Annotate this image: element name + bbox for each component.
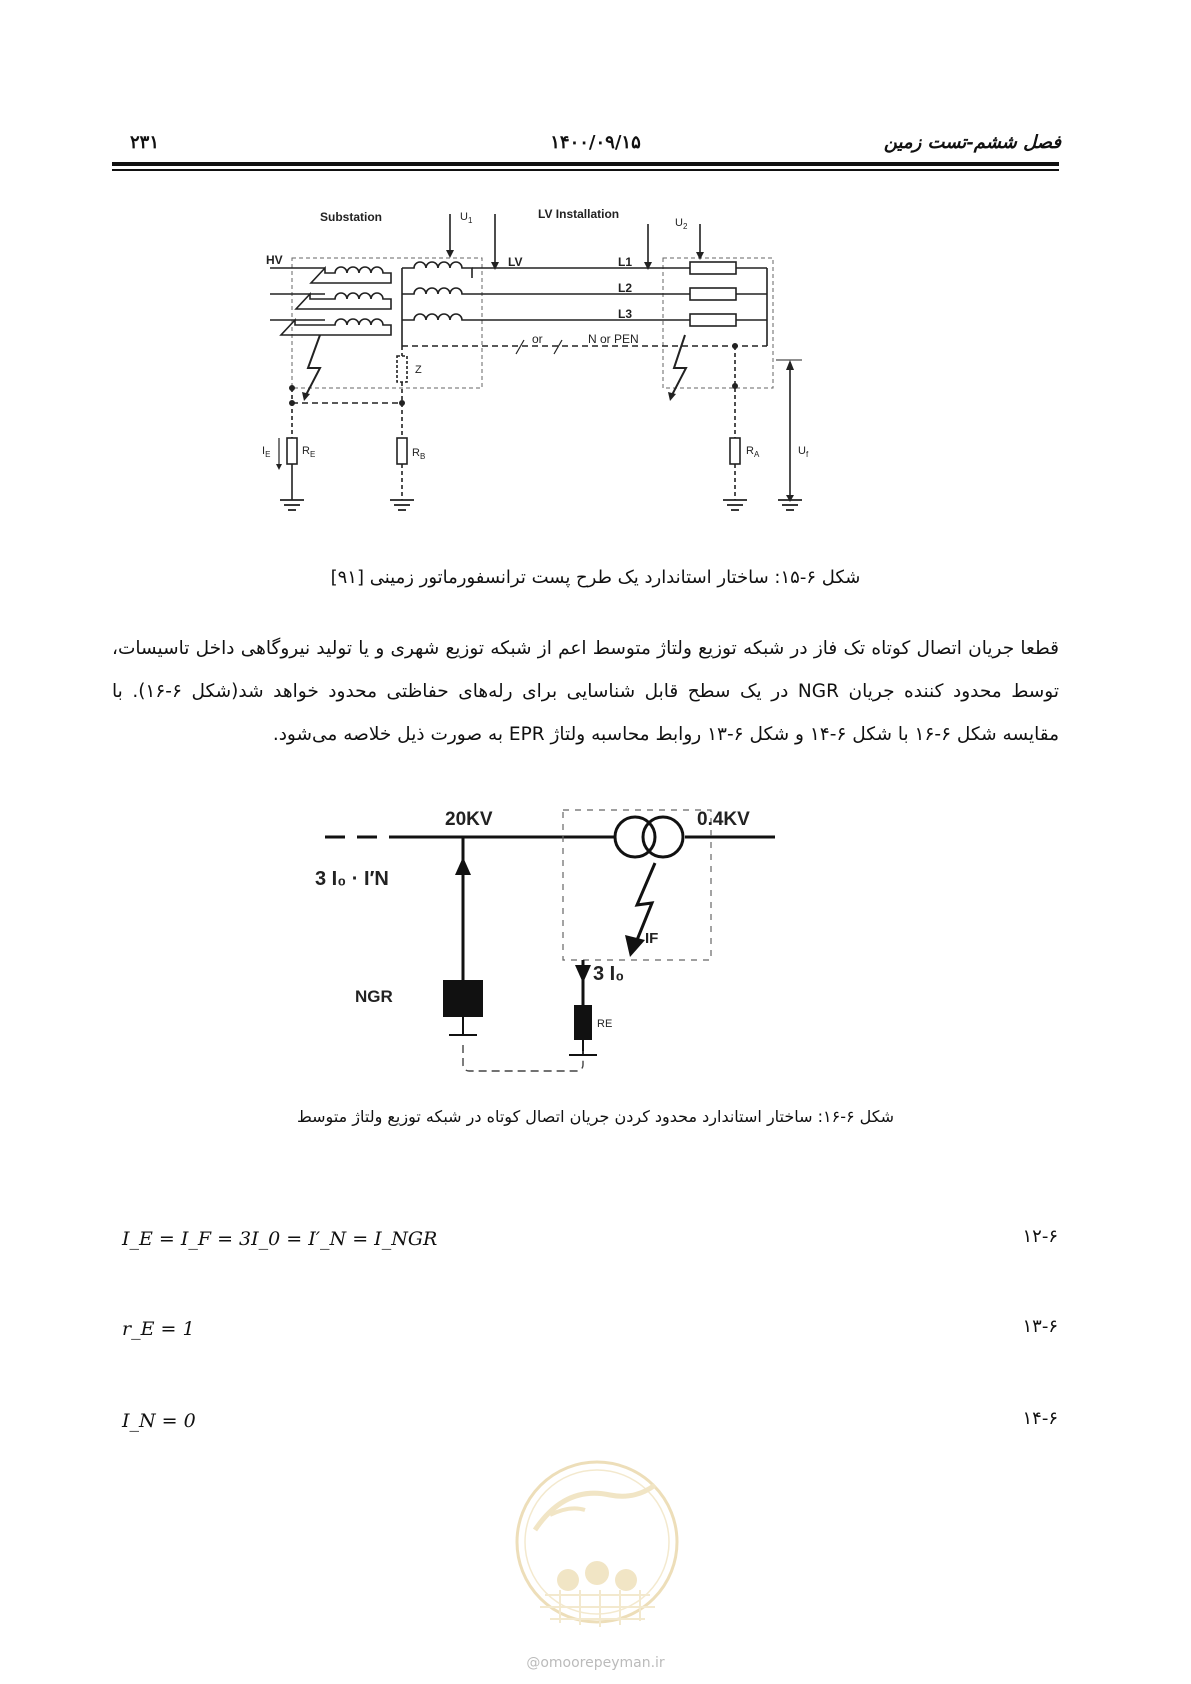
label-3i0: 3 I₀ bbox=[593, 963, 625, 985]
label-z: Z bbox=[415, 364, 422, 376]
label-20kv: 20KV bbox=[445, 809, 493, 830]
label-or: or bbox=[532, 332, 543, 346]
label-rb: $R_B$ bbox=[412, 447, 426, 461]
equation-13: r_E = 1 bbox=[122, 1318, 195, 1340]
label-re: $R_E$ bbox=[302, 445, 316, 459]
label-ngr: NGR bbox=[355, 987, 393, 1006]
label-n-or-pen: N or PEN bbox=[588, 332, 639, 346]
page-number: ۲۳۱ bbox=[130, 132, 160, 153]
equation-14: I_N = 0 bbox=[122, 1410, 196, 1432]
body-paragraph: قطعا جریان اتصال کوتاه تک فاز در شبکه توزیع ولتاژ متوسط اعم از شبکه توزیع شهری و یا تولید نیروگاهی داخل تاسیسات، توسط محدود کننده جریان NGR در یک سطح قابل شناسایی برای رله‌های حفاظتی محدود خواهد شد(شکل ۶-۱۶). با مقایسه شکل ۶-۱۶ با شکل ۶-۱۴ و شکل ۶-۱۳ روابط محاسبه ولتاژ EPR به صورت ذیل خلاصه می‌شود. bbox=[112, 638, 1059, 745]
equation-12-number: ۱۲-۶ bbox=[1022, 1226, 1058, 1247]
label-hv: HV bbox=[266, 253, 283, 267]
header-rule-thin bbox=[112, 169, 1059, 171]
label-ra: $R_A$ bbox=[746, 445, 760, 459]
label-if: IF bbox=[645, 930, 659, 947]
figure-15-caption: شکل ۶-۱۵: ساختار استاندارد یک طرح پست ترانسفورماتور زمینی [۹۱] bbox=[330, 567, 861, 588]
label-lv-installation: LV Installation bbox=[538, 207, 620, 221]
figure-16-caption: شکل ۶-۱۶: ساختار استاندارد محدود کردن جریان اتصال کوتاه در شبکه توزیع ولتاژ متوسط bbox=[296, 1107, 895, 1126]
equation-14-number: ۱۴-۶ bbox=[1022, 1408, 1058, 1429]
label-ie: $I_E$ bbox=[262, 445, 271, 459]
watermark-url: @omoorepeyman.ir bbox=[526, 1655, 665, 1671]
label-lv: LV bbox=[508, 255, 523, 269]
label-u1: $U_1$ bbox=[460, 211, 473, 225]
label-l1: L1 bbox=[618, 255, 633, 269]
label-u2: $U_2$ bbox=[675, 217, 688, 231]
label-substation: Substation bbox=[320, 210, 382, 224]
label-04kv: 0.4KV bbox=[697, 809, 750, 830]
watermark-logo bbox=[510, 1455, 685, 1645]
label-l2: L2 bbox=[618, 281, 633, 295]
label-uf: $U_f$ bbox=[798, 445, 809, 459]
header-date: ۱۴۰۰/۰۹/۱۵ bbox=[550, 132, 641, 153]
figure-16-diagram bbox=[315, 795, 845, 1080]
chapter-title: فصل ششم-تست زمین bbox=[883, 132, 1061, 153]
header-rule-thick bbox=[112, 162, 1059, 166]
equation-12: I_E = I_F = 3I_0 = I′_N = I_NGR bbox=[122, 1228, 438, 1250]
label-l3: L3 bbox=[618, 307, 633, 321]
label-re-fig16: RE bbox=[597, 1018, 613, 1030]
label-current-ngr: 3 I₀ · I′N bbox=[315, 868, 389, 890]
equation-13-number: ۱۳-۶ bbox=[1022, 1316, 1058, 1337]
figure-15-diagram bbox=[262, 207, 870, 560]
